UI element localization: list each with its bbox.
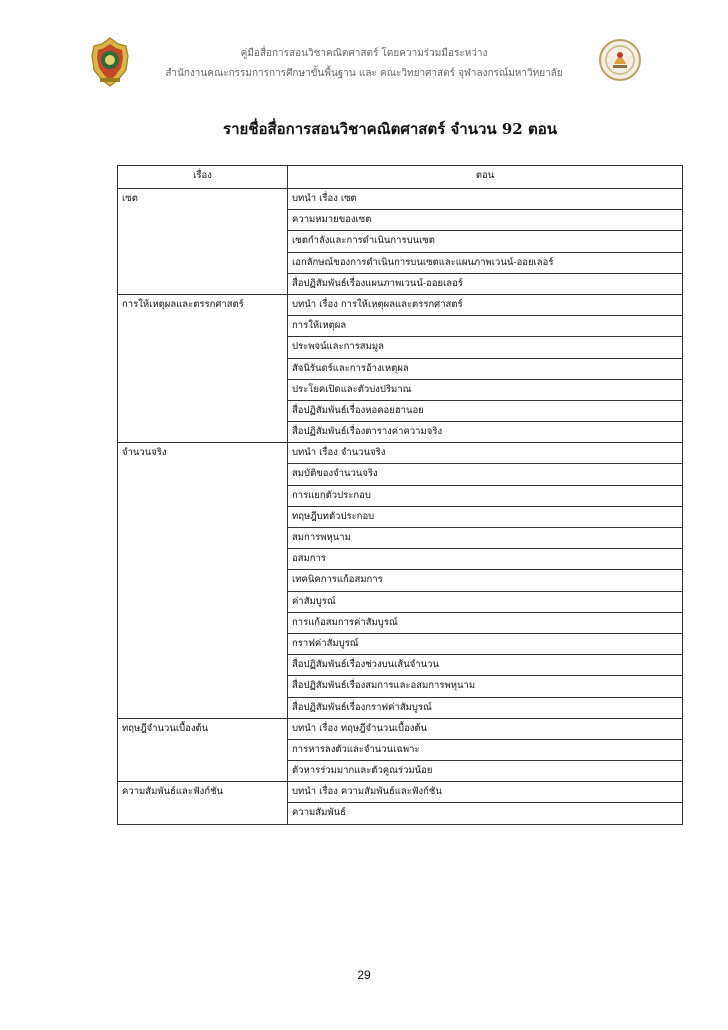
topic-cell [118, 506, 288, 527]
topic-cell [118, 485, 288, 506]
episode-cell: ตัวหารร่วมมากและตัวคูณร่วมน้อย [288, 761, 683, 782]
topic-cell: ความสัมพันธ์และฟังก์ชัน [118, 782, 288, 803]
table-row [118, 379, 683, 400]
table-row [118, 210, 683, 231]
topic-cell [118, 252, 288, 273]
episode-cell: การให้เหตุผล [288, 316, 683, 337]
topic-cell [118, 570, 288, 591]
table-row [118, 485, 683, 506]
episode-cell: เซตกำลังและการดำเนินการบนเซต [288, 231, 683, 252]
page-header [0, 0, 728, 80]
episode-cell: บทนำ เรื่อง การให้เหตุผลและตรรกศาสตร์ [288, 294, 683, 315]
table-row [118, 549, 683, 570]
episode-table [117, 165, 683, 825]
topic-cell: ทฤษฎีจำนวนเบื้องต้น [118, 718, 288, 739]
topic-cell [118, 210, 288, 231]
episode-cell: สื่อปฏิสัมพันธ์เรื่องสมการและอสมการพหุนาม [288, 676, 683, 697]
topic-cell [118, 337, 288, 358]
topic-cell [118, 676, 288, 697]
episode-cell: สื่อปฏิสัมพันธ์เรื่องกราฟค่าสัมบูรณ์ [288, 697, 683, 718]
episode-cell: การแยกตัวประกอบ [288, 485, 683, 506]
episode-cell: บทนำ เรื่อง จำนวนจริง [288, 443, 683, 464]
table-row [118, 591, 683, 612]
episode-cell: สื่อปฏิสัมพันธ์เรื่องแผนภาพเวนน์-ออยเลอร์ [288, 273, 683, 294]
episode-cell: ประโยคเปิดและตัวบ่งปริมาณ [288, 379, 683, 400]
topic-cell [118, 739, 288, 760]
table-row [118, 612, 683, 633]
topic-cell [118, 803, 288, 824]
topic-cell [118, 358, 288, 379]
episode-cell: ค่าสัมบูรณ์ [288, 591, 683, 612]
table-row [118, 273, 683, 294]
episode-cell: ทฤษฎีบทตัวประกอบ [288, 506, 683, 527]
topic-cell [118, 761, 288, 782]
column-header-episode: ตอน [288, 166, 683, 189]
table-row [118, 676, 683, 697]
episode-cell: ความสัมพันธ์ [288, 803, 683, 824]
topic-cell [118, 549, 288, 570]
episode-cell: สื่อปฏิสัมพันธ์เรื่องหอคอยฮานอย [288, 400, 683, 421]
table-row [118, 464, 683, 485]
topic-cell [118, 379, 288, 400]
table-row [118, 570, 683, 591]
table-row [118, 528, 683, 549]
table-row [118, 633, 683, 654]
table-row [118, 782, 683, 803]
table-row [118, 655, 683, 676]
episode-cell: ความหมายของเซต [288, 210, 683, 231]
episode-cell: สื่อปฏิสัมพันธ์เรื่องช่วงบนเส้นจำนวน [288, 655, 683, 676]
topic-cell: การให้เหตุผลและตรรกศาสตร์ [118, 294, 288, 315]
document-title: รายชื่อสื่อการสอนวิชาคณิตศาสตร์ จำนวน 92 ตอน [223, 120, 557, 138]
header-line-1: คู่มือสื่อการสอนวิชาคณิตศาสตร์ โดยความร่วมมือระหว่าง [240, 48, 488, 59]
episode-cell: กราฟค่าสัมบูรณ์ [288, 633, 683, 654]
table-row [118, 718, 683, 739]
table-row [118, 316, 683, 337]
topic-cell [118, 273, 288, 294]
table-row [118, 506, 683, 527]
episode-cell: การหารลงตัวและจำนวนเฉพาะ [288, 739, 683, 760]
episode-cell: การแก้อสมการค่าสัมบูรณ์ [288, 612, 683, 633]
topic-cell [118, 400, 288, 421]
episode-cell: เอกลักษณ์ของการดำเนินการบนเซตและแผนภาพเวนน์-ออยเลอร์ [288, 252, 683, 273]
header-line-2: สำนักงานคณะกรรมการการศึกษาขั้นพื้นฐาน และ คณะวิทยาศาสตร์ จุฬาลงกรณ์มหาวิทยาลัย [165, 68, 563, 79]
table-row [118, 400, 683, 421]
topic-cell [118, 231, 288, 252]
table-header-row [118, 166, 683, 189]
topic-cell [118, 633, 288, 654]
topic-cell [118, 528, 288, 549]
episode-cell: เทคนิคการแก้อสมการ [288, 570, 683, 591]
table-row [118, 422, 683, 443]
topic-cell [118, 612, 288, 633]
table-row [118, 294, 683, 315]
column-header-topic: เรื่อง [118, 166, 288, 189]
episode-cell: สื่อปฏิสัมพันธ์เรื่องตารางค่าความจริง [288, 422, 683, 443]
episode-cell: บทนำ เรื่อง ความสัมพันธ์และฟังก์ชัน [288, 782, 683, 803]
table-row [118, 697, 683, 718]
topic-cell [118, 316, 288, 337]
topic-cell [118, 655, 288, 676]
table-row [118, 443, 683, 464]
episode-cell: สมบัติของจำนวนจริง [288, 464, 683, 485]
episode-cell: สัจนิรันดร์และการอ้างเหตุผล [288, 358, 683, 379]
table-row [118, 252, 683, 273]
episode-cell: บทนำ เรื่อง เซต [288, 189, 683, 210]
table-row [118, 761, 683, 782]
episode-cell: บทนำ เรื่อง ทฤษฎีจำนวนเบื้องต้น [288, 718, 683, 739]
topic-cell [118, 591, 288, 612]
topic-cell [118, 697, 288, 718]
page-number: 29 [357, 968, 371, 982]
topic-cell: จำนวนจริง [118, 443, 288, 464]
episode-cell: อสมการ [288, 549, 683, 570]
table-row [118, 739, 683, 760]
table-row [118, 231, 683, 252]
topic-cell [118, 422, 288, 443]
episode-cell: สมการพหุนาม [288, 528, 683, 549]
table-row [118, 337, 683, 358]
table-row [118, 803, 683, 824]
topic-cell: เซต [118, 189, 288, 210]
topic-cell [118, 464, 288, 485]
table-body [118, 189, 683, 825]
episode-cell: ประพจน์และการสมมูล [288, 337, 683, 358]
table-row [118, 189, 683, 210]
table-row [118, 358, 683, 379]
